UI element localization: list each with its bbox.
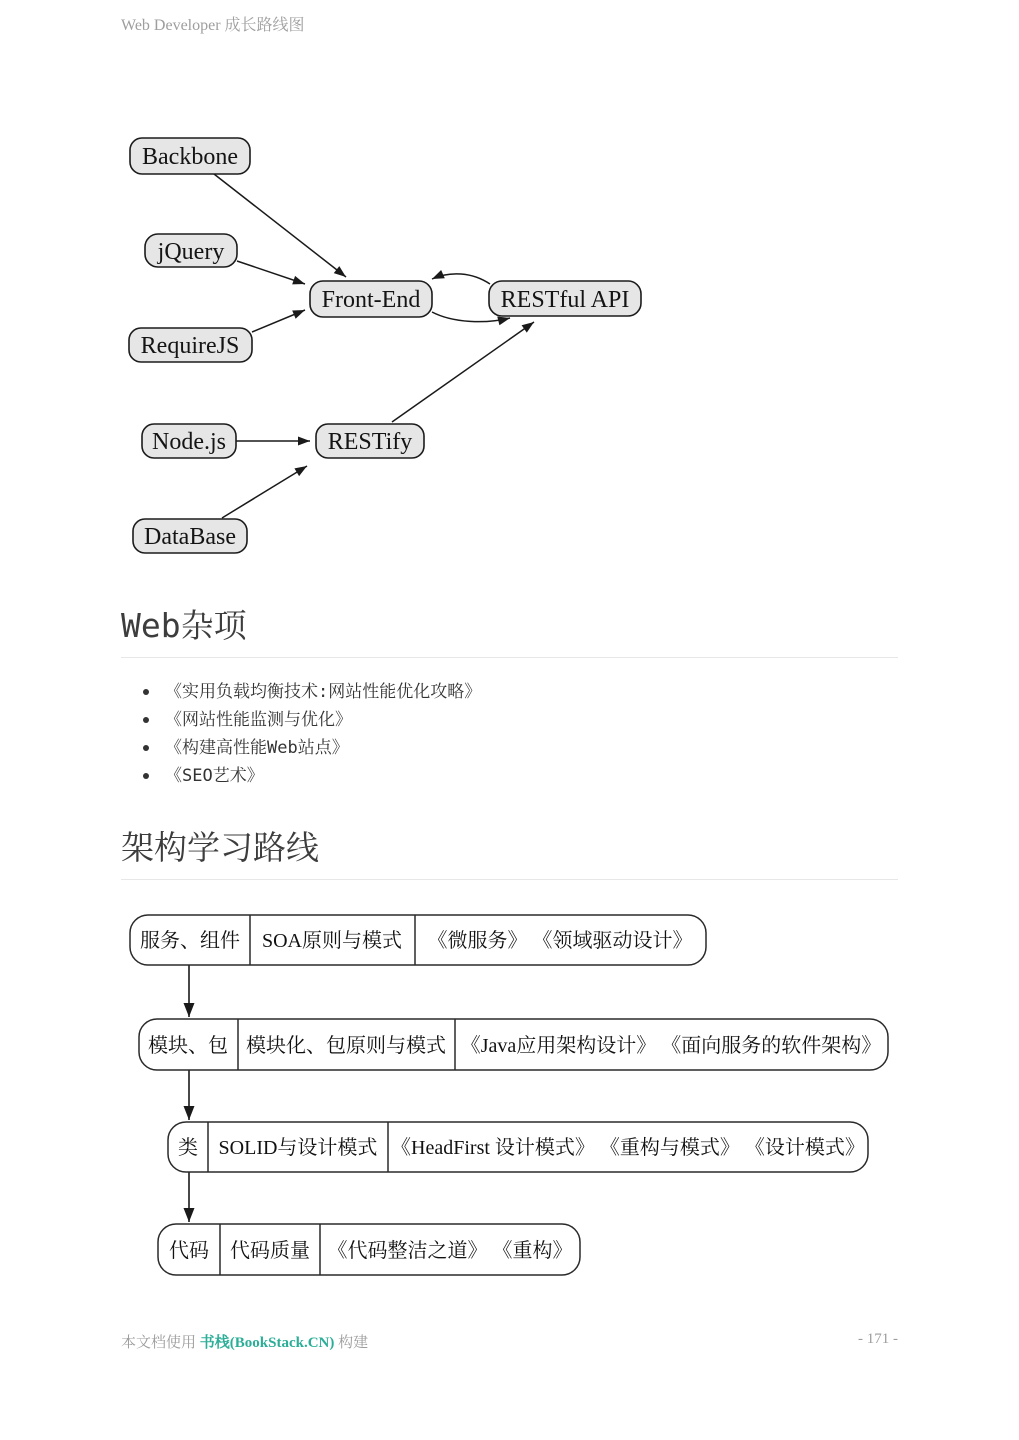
- section-title-web-misc: Web杂项: [121, 606, 247, 645]
- flow-cell: 代码: [169, 1240, 209, 1262]
- graph-node-label: RESTify: [327, 429, 413, 455]
- flow-row-modules: [139, 1019, 888, 1070]
- doc-header-title: Web Developer 成长路线图: [121, 17, 305, 34]
- bookstack-brand-link[interactable]: 书栈(BookStack.CN): [199, 1335, 335, 1351]
- book-title: 《网站性能监测与优化》: [165, 710, 352, 730]
- book-title: 《SEO艺术》: [165, 766, 264, 786]
- bullet-icon: [143, 773, 149, 779]
- graph-node-restify: [316, 424, 424, 458]
- graph-node-label: jQuery: [157, 239, 225, 265]
- flow-cell: 类: [178, 1137, 198, 1159]
- graph-node-label: Node.js: [152, 429, 226, 455]
- flow-cell: 模块、包: [148, 1035, 228, 1057]
- flow-cell: 《HeadFirst 设计模式》 《重构与模式》 《设计模式》: [391, 1137, 865, 1159]
- graph-node-label: RequireJS: [140, 333, 240, 359]
- section-title-architecture: 架构学习路线: [121, 828, 319, 867]
- book-title: 《构建高性能Web站点》: [165, 738, 349, 758]
- flow-cell: 服务、组件: [140, 930, 240, 952]
- flow-cell: SOLID与设计模式: [218, 1137, 378, 1159]
- flow-cell: 《代码整洁之道》 《重构》: [327, 1240, 573, 1262]
- graph-node-label: DataBase: [144, 524, 236, 550]
- list-item: [141, 678, 481, 706]
- edge-jquery-frontend: [237, 261, 305, 284]
- bullet-icon: [143, 745, 149, 751]
- flow-row-code: [158, 1224, 580, 1275]
- edge-restfulapi-frontend: [432, 274, 490, 284]
- graph-node-frontend: [310, 281, 432, 317]
- graph-node-restful-api: [489, 281, 641, 316]
- web-misc-book-list: [141, 678, 481, 790]
- roadmap-graph: [120, 130, 660, 570]
- section-rule: [121, 879, 898, 880]
- bullet-icon: [143, 717, 149, 723]
- footer-suffix: 构建: [334, 1335, 369, 1351]
- edge-restify-restfulapi: [392, 322, 534, 422]
- flow-cell: 《Java应用架构设计》 《面向服务的软件架构》: [460, 1035, 882, 1057]
- flow-cell: 代码质量: [230, 1240, 310, 1262]
- edge-requirejs-frontend: [252, 310, 305, 332]
- flow-cell: 《微服务》 《领域驱动设计》: [427, 930, 693, 952]
- doc-footer: [121, 1331, 368, 1352]
- list-item: [141, 706, 481, 734]
- page-number: - 171 -: [858, 1331, 898, 1347]
- graph-node-jquery: [145, 234, 237, 267]
- graph-node-requirejs: [129, 328, 252, 362]
- bullet-icon: [143, 689, 149, 695]
- flow-cell: 模块化、包原则与模式: [246, 1035, 446, 1057]
- graph-node-nodejs: [142, 424, 236, 458]
- book-title: 《实用负载均衡技术:网站性能优化攻略》: [165, 682, 482, 702]
- footer-prefix: 本文档使用: [121, 1335, 200, 1351]
- architecture-flowchart: [120, 905, 910, 1290]
- flow-row-services: [130, 915, 706, 965]
- graph-node-label: Backbone: [142, 144, 238, 170]
- edge-database-restify: [222, 466, 307, 518]
- section-rule: [121, 657, 898, 658]
- graph-node-database: [133, 519, 247, 553]
- graph-node-label: RESTful API: [500, 287, 630, 313]
- flow-row-classes: [168, 1122, 868, 1172]
- graph-edges: [214, 174, 534, 518]
- list-item: [141, 762, 481, 790]
- graph-node-backbone: [130, 138, 250, 174]
- graph-node-label: Front-End: [321, 287, 421, 313]
- flow-cell: SOA原则与模式: [261, 930, 403, 952]
- list-item: [141, 734, 481, 762]
